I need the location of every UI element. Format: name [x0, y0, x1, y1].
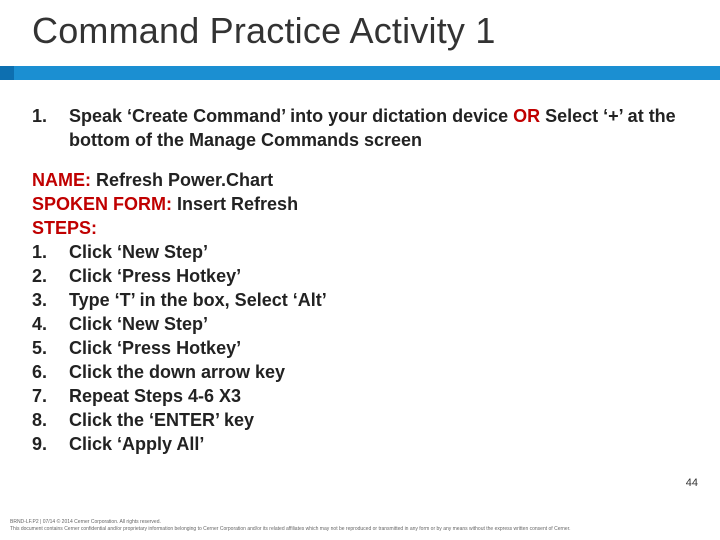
step-item [32, 360, 709, 384]
step-item [32, 432, 709, 456]
step-text: Type ‘T’ in the box, Select ‘Alt’ [69, 290, 327, 310]
steps-list [32, 240, 709, 456]
step-item [32, 288, 709, 312]
spacer [32, 152, 709, 168]
step-text: Repeat Steps 4-6 X3 [69, 386, 242, 406]
step-text: Click ‘Apply All’ [69, 434, 205, 454]
name-label: NAME: [32, 170, 91, 190]
intro-text-part1: Speak ‘Create Command’ into your dictation device [69, 106, 514, 126]
steps-label: STEPS: [32, 218, 98, 238]
step-number: 6. [32, 362, 48, 382]
intro-text-part2: Select ‘+’ at the bottom of the Manage Commands screen [69, 106, 676, 150]
step-number: 7. [32, 386, 48, 406]
name-value: Refresh Power.Chart [91, 170, 274, 190]
or-keyword: OR [513, 106, 541, 126]
slide-content [32, 104, 709, 456]
spoken-form-value: Insert Refresh [172, 194, 299, 214]
step-number: 1. [32, 242, 48, 262]
name-field [32, 168, 709, 192]
spoken-form-label: SPOKEN FORM: [32, 194, 173, 214]
step-text: Click ‘New Step’ [69, 314, 209, 334]
band-mark [0, 66, 14, 80]
page-number: 44 [685, 477, 698, 489]
title-accent-band [0, 66, 720, 80]
step-item [32, 264, 709, 288]
step-item [32, 312, 709, 336]
step-text: Click the down arrow key [69, 362, 286, 382]
slide-title: Command Practice Activity 1 [32, 10, 496, 51]
intro-item [32, 104, 709, 152]
step-number: 4. [32, 314, 48, 334]
step-text: Click the ‘ENTER’ key [69, 410, 255, 430]
spoken-form-field [32, 192, 709, 216]
intro-text [69, 104, 709, 152]
step-item [32, 336, 709, 360]
step-number: 5. [32, 338, 48, 358]
step-number: 8. [32, 410, 48, 430]
step-number: 9. [32, 434, 48, 454]
step-text: Click ‘Press Hotkey’ [69, 338, 242, 358]
step-item [32, 384, 709, 408]
step-text: Click ‘New Step’ [69, 242, 209, 262]
step-item [32, 240, 709, 264]
footer-line1: BRND-LF.P2 | 07/14 © 2014 Cerner Corporation. All rights reserved. [10, 519, 161, 525]
step-text: Click ‘Press Hotkey’ [69, 266, 242, 286]
step-item [32, 408, 709, 432]
step-number: 2. [32, 266, 48, 286]
footer [10, 519, 570, 533]
intro-number: 1. [32, 106, 48, 126]
footer-line2: This document contains Cerner confidential and/or proprietary information belonging to Cerner Corporation and/or its related affiliates which may not be reproduced or transmitted in any form or by any means without the express written consent of Cerner. [10, 526, 571, 532]
step-number: 3. [32, 290, 48, 310]
